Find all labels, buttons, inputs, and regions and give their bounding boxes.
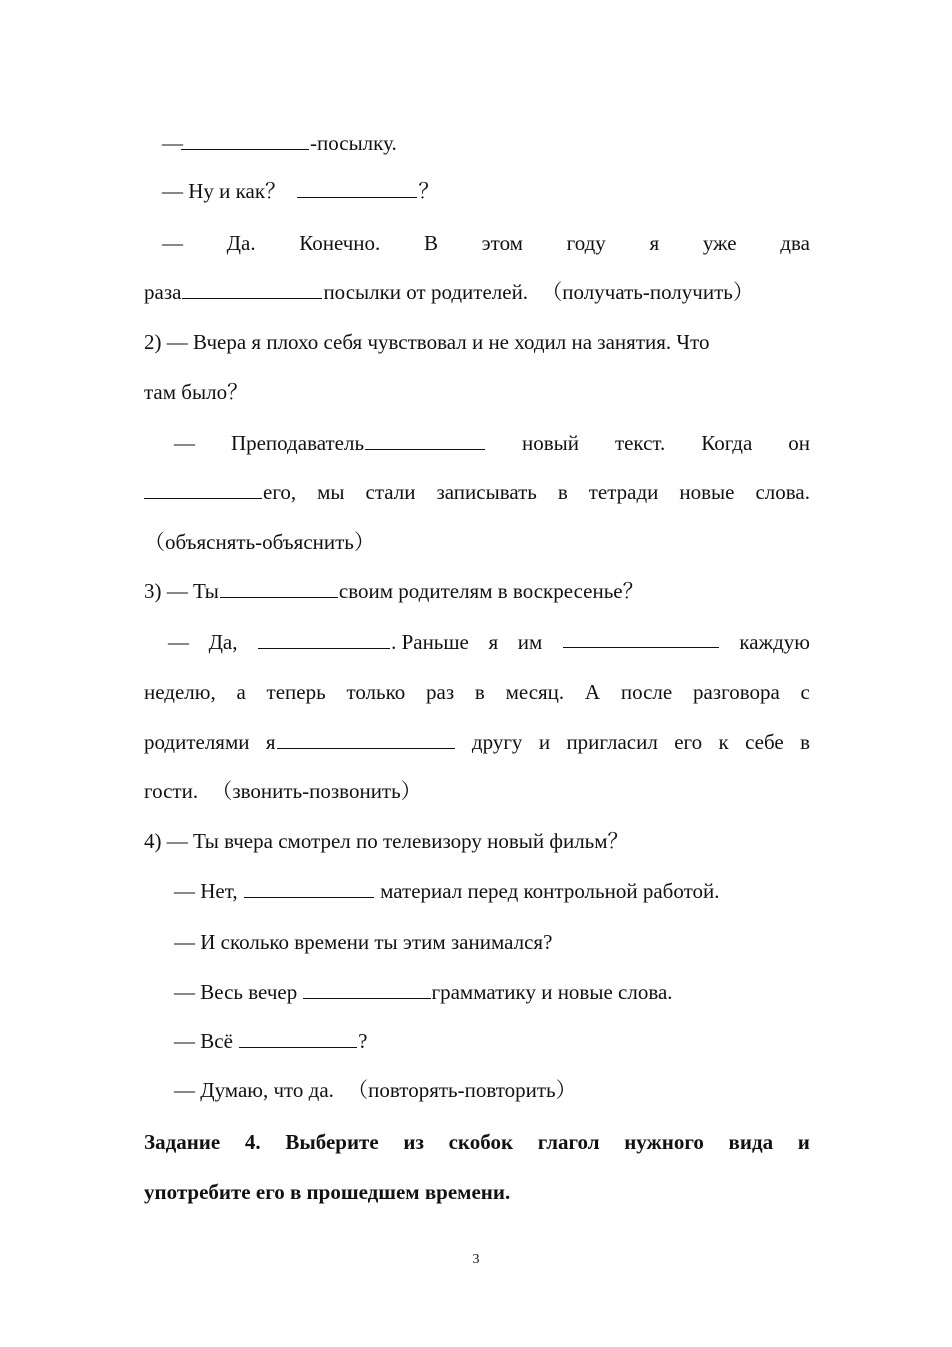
dialog-line-14: гости. （звонить-позвонить） [144, 779, 422, 803]
task-heading-line-1: Задание 4. Выберите из скобок глагол нужного вида и [144, 1130, 810, 1154]
answer-blank[interactable] [365, 429, 485, 450]
dialog-line-4: раза посылки от родителей. （получать-получить） [144, 280, 754, 304]
exercise-2-line-1: 2) — Вчера я плохо себя чувствовал и не ходил на занятия. Что [144, 330, 710, 354]
exercise-4-line-1: 4) — Ты вчера смотрел по телевизору новый фильм？ [144, 829, 629, 853]
answer-blank[interactable] [244, 877, 374, 898]
answer-blank[interactable] [303, 978, 431, 999]
verb-hint: （звонить-позвонить） [211, 779, 422, 803]
answer-blank[interactable] [277, 728, 455, 749]
dialog-line-11: — Да, . Раньше я им каждую [168, 627, 810, 657]
verb-hint: （получать-получить） [541, 280, 754, 304]
dialog-line-18: — Весь вечер грамматику и новые слова. [174, 980, 673, 1004]
dialog-line-2: — Ну и как？ ？ [162, 179, 440, 203]
verb-hint: （объяснять-объяснить） [144, 530, 375, 554]
dialog-line-13: родителями я другу и пригласил его к себе в [144, 730, 810, 754]
dialog-line-12: неделю, а теперь только раз в месяц. А после разговора с [144, 680, 810, 704]
answer-blank[interactable] [258, 628, 390, 649]
answer-blank[interactable] [182, 278, 322, 299]
dialog-line-16: — Нет, материал перед контрольной работой. [174, 879, 720, 903]
page-number: 3 [472, 1252, 480, 1267]
dialog-line-7: — Преподаватель новый текст. Когда он [174, 431, 810, 455]
dialog-line-20: — Думаю, что да. （повторять-повторить） [174, 1078, 577, 1102]
dialog-line-17: — И сколько времени ты этим занимался? [174, 930, 553, 954]
answer-blank[interactable] [297, 177, 417, 198]
dialog-line-1: — -посылку. [162, 131, 397, 155]
answer-blank[interactable] [563, 627, 719, 648]
dialog-line-8: его, мы стали записывать в тетради новые слова. [144, 477, 810, 507]
verb-hint: （повторять-повторить） [347, 1078, 577, 1102]
dialog-line-3: — Да. Конечно. В этом году я уже два [162, 231, 810, 255]
task-heading-line-2: употребите его в прошедшем времени. [144, 1180, 511, 1204]
dialog-line-19: — Всё ? [174, 1029, 368, 1053]
exercise-2-line-2: там было？ [144, 380, 249, 404]
exercise-3-line-1: 3) — Ты своим родителям в воскресенье？ [144, 579, 644, 603]
answer-blank[interactable] [239, 1027, 357, 1048]
answer-blank[interactable] [144, 478, 262, 499]
answer-blank[interactable] [181, 129, 309, 150]
answer-blank[interactable] [220, 577, 338, 598]
